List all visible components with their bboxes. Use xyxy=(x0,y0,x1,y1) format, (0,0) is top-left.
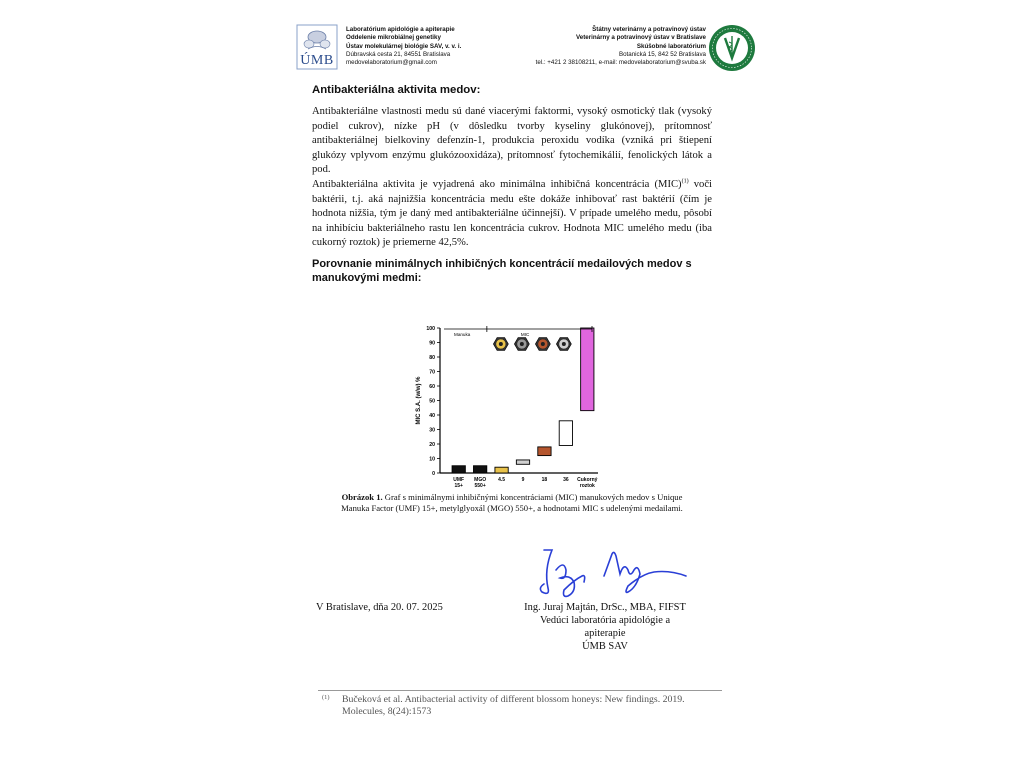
lab-name: Laboratórium apidológie a apiterapie xyxy=(346,26,455,33)
right-address: Botanická 15, 842 52 Bratislava xyxy=(618,50,706,58)
y-tick-label: 60 xyxy=(429,384,435,390)
y-tick-label: 100 xyxy=(426,326,435,332)
signer-block xyxy=(520,601,690,653)
bar-4 xyxy=(516,460,529,464)
caption-label: Obrázok 1. xyxy=(341,492,383,502)
x-tick-label: 4.5 xyxy=(498,477,506,483)
section1-title: Antibakteriálna aktivita medov: xyxy=(312,84,481,96)
medal-white-center xyxy=(562,342,566,346)
x-tick-label: MGO xyxy=(474,477,487,483)
y-tick-label: 20 xyxy=(429,442,435,448)
medal-bronze-center xyxy=(541,342,545,346)
x-tick-label: 9 xyxy=(521,477,525,483)
y-tick-label: 80 xyxy=(429,355,435,361)
paragraph-1: Antibakteriálne vlastnosti medu sú dané viacerými faktormi, vysoký osmotický tlak (vysoký podiel cukrov), nízke pH (v dôsledku tvorby kyseliny glukónovej), prítomnosť antibakteriálnej bielkoviny defenzín-1, produkcia peroxidu vodíka (vzniká pri štiepení glukózy vplyvom enzýmu glukózooxidáza), prítomnosť fytochemikálií, fenolických látok a pod. xyxy=(312,106,712,176)
signer-name: Ing. Juraj Majtán, DrSc., MBA, FIFST xyxy=(524,602,686,613)
x-tick-label: UMF xyxy=(453,477,465,483)
x-tick-label-line2: 15+ xyxy=(454,483,463,489)
vpu-name: Veterinárny a potravinový ústav v Bratislave xyxy=(576,34,706,42)
paragraph-2-part-b: voči baktérii, t.j. aká najnižšia koncentrácia medu ešte dokáže inhibovať rast baktérií (čím je hodnota nižšia, tým je daný med antibakteriálne účinnejší). V prípade umelého medu, pôsobí na inhibíciu bakteriálneho rastu len koncentrácia cukrov. Hodnota MIC umelého medu (iba cukorný roztok) je priemerne 42,5%. xyxy=(312,178,712,249)
figure-caption xyxy=(328,492,696,514)
paragraph-2 xyxy=(312,178,712,251)
section1-body xyxy=(312,105,712,251)
bar-6 xyxy=(559,421,572,446)
paragraph-2-part-a: Antibakteriálna aktivita je vyjadrená ako minimálna inhibičná koncentrácia (MIC) xyxy=(312,178,682,190)
left-email: medovelaboratorium@gmail.com xyxy=(346,59,437,67)
x-tick-label: 36 xyxy=(563,477,569,483)
place-date: V Bratislave, dňa 20. 07. 2025 xyxy=(316,602,443,613)
lab-type: Skúšobné laboratórium xyxy=(636,42,706,50)
bar-7 xyxy=(581,328,594,411)
bar-3 xyxy=(495,467,508,473)
header-right-text xyxy=(536,26,706,67)
umb-logo xyxy=(296,24,338,70)
vet-logo xyxy=(708,24,756,72)
y-axis-label: MIC S.A. (w/w) % xyxy=(416,376,422,425)
svpu-name: Štátny veterinárny a potravinový ústav xyxy=(592,26,706,33)
caption-text: Graf s minimálnymi inhibičnými koncentráciami (MIC) manukových medov s Unique Manuka Factor (UMF) 15+, metylglyoxál (MGO) 550+, a hodnotami MIC s udelenými medailami. xyxy=(341,492,683,514)
footnote-divider xyxy=(318,690,722,691)
mic-chart xyxy=(400,318,610,498)
y-tick-label: 90 xyxy=(429,340,435,347)
signer-role: Vedúci laboratória apidológie a apiterapie xyxy=(539,615,671,639)
group-label-manuka: Manuka xyxy=(454,332,471,337)
y-tick-label: 50 xyxy=(429,398,435,405)
header-left-text xyxy=(346,26,461,67)
y-tick-label: 30 xyxy=(429,427,435,434)
y-tick-label: 0 xyxy=(432,471,435,477)
x-tick-label: Cukorný xyxy=(577,477,598,483)
x-tick-label: 18 xyxy=(541,477,548,483)
department-name: Oddelenie mikrobiálnej genetiky xyxy=(346,34,441,42)
y-tick-label: 40 xyxy=(429,413,435,419)
y-tick-label: 70 xyxy=(429,369,435,376)
footnote-text: Bučeková et al. Antibacterial activity of different blossom honeys: New findings. 2019. Molecules, 8(24):1573 xyxy=(342,694,685,718)
bar-2 xyxy=(474,466,487,473)
group-label-mic: MIC xyxy=(520,332,530,337)
umb-logo-text: ÚMB xyxy=(300,53,334,68)
left-address: Dúbravská cesta 21, 84551 Bratislava xyxy=(346,50,451,58)
y-tick-label: 10 xyxy=(429,456,435,463)
x-tick-label-line2: roztok xyxy=(579,483,595,489)
signer-org: ÚMB SAV xyxy=(582,641,628,652)
institute-name: Ústav molekulárnej biológie SAV, v. v. i. xyxy=(346,42,462,50)
section2-title: Porovnanie minimálnych inhibičných koncentrácií medailových medov s manukovými medmi: xyxy=(312,258,692,284)
footnote-ref: (1) xyxy=(681,178,689,185)
medal-silver-center xyxy=(520,342,524,346)
medal-gold-center xyxy=(499,342,503,346)
bar-5 xyxy=(538,447,551,456)
right-contact: tel.: +421 2 38108211, e-mail: medovelaboratorium@svuba.sk xyxy=(535,59,706,67)
footnote-marker: (1) xyxy=(322,694,330,701)
x-tick-label-line2: 550+ xyxy=(474,483,486,489)
signature xyxy=(530,540,700,602)
bar-1 xyxy=(452,466,465,473)
